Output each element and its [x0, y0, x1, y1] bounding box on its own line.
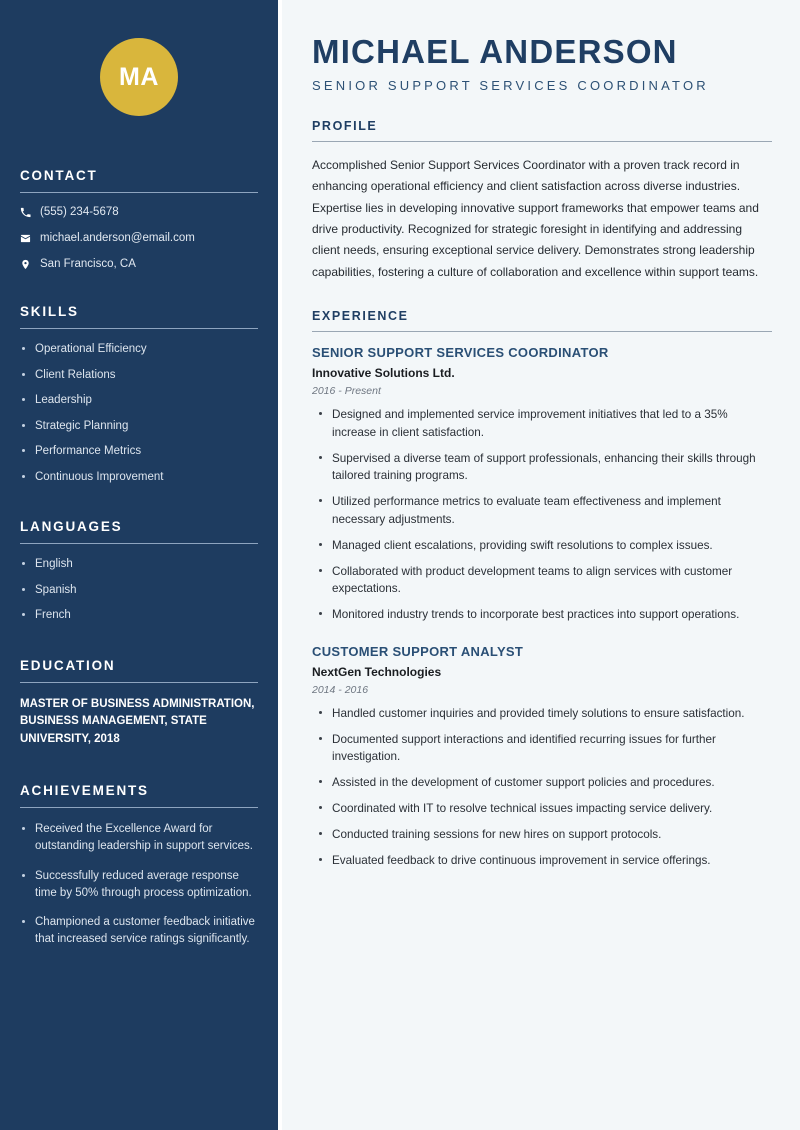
page-title: MICHAEL ANDERSON	[312, 33, 678, 70]
sidebar-divider-contact	[20, 192, 258, 193]
contact-item-location[interactable]	[20, 258, 258, 270]
contact-item-email[interactable]	[20, 232, 258, 244]
list-item: Managed client escalations, providing swift resolutions to complex issues.	[316, 537, 772, 555]
list-item: French	[20, 608, 258, 624]
list-item: Operational Efficiency	[20, 342, 258, 358]
list-item: Championed a customer feedback initiative that increased service ratings significantly.	[20, 914, 258, 949]
sidebar-section-languages	[20, 519, 258, 624]
sidebar-heading-education: EDUCATION	[20, 657, 116, 673]
list-item: Client Relations	[20, 368, 258, 384]
divider-profile	[312, 141, 772, 142]
list-item: Supervised a diverse team of support professionals, enhancing their skills through tailored training programs.	[316, 450, 772, 486]
contact-email-value: michael.anderson@email.com	[40, 232, 195, 244]
experience-entry	[312, 345, 772, 624]
list-item: Spanish	[20, 583, 258, 599]
sidebar-section-education	[20, 658, 258, 749]
experience-dates: 2014 - 2016	[312, 683, 369, 696]
list-item: Designed and implemented service improvement initiatives that led to a 35% increase in client satisfaction.	[316, 406, 772, 442]
experience-bullets	[312, 406, 772, 624]
list-item: Assisted in the development of customer support policies and procedures.	[316, 774, 772, 792]
profile-text: Accomplished Senior Support Services Coordinator with a proven track record in enhancing operational efficiency and client satisfaction across diverse industries. Expertise lies in developing innovative support frameworks that empower teams and drive productivity. Recognized for strategic foresight in identifying and addressing client needs, ensuring exceptional service delivery. Demonstrates strong leadership capabilities, fostering a culture of collaboration and excellence within support teams.	[312, 157, 759, 279]
skills-list	[20, 342, 258, 485]
job-subtitle: SENIOR SUPPORT SERVICES COORDINATOR	[312, 77, 709, 93]
sidebar-section-skills	[20, 304, 258, 485]
list-item: Collaborated with product development teams to align services with customer expectations.	[316, 563, 772, 599]
sidebar-divider-languages	[20, 543, 258, 544]
sidebar-heading-skills: SKILLS	[20, 304, 79, 319]
list-item: Handled customer inquiries and provided timely solutions to ensure satisfaction.	[316, 705, 772, 723]
avatar-initials: MA	[119, 62, 159, 91]
contact-location-value: San Francisco, CA	[40, 258, 136, 270]
list-item: Documented support interactions and identified recurring issues for further investigation.	[316, 731, 772, 767]
list-item: Received the Excellence Award for outstanding leadership in support services.	[20, 821, 258, 856]
main-content	[278, 0, 800, 1130]
list-item: Evaluated feedback to drive continuous improvement in service offerings.	[316, 852, 772, 870]
sidebar-divider-skills	[20, 328, 258, 329]
education-entry: MASTER OF BUSINESS ADMINISTRATION, BUSINESS MANAGEMENT, STATE UNIVERSITY, 2018	[20, 697, 255, 746]
experience-bullets	[312, 705, 772, 869]
list-item: Continuous Improvement	[20, 470, 258, 486]
sidebar-section-achievements	[20, 783, 258, 949]
list-item: Strategic Planning	[20, 419, 258, 435]
languages-list	[20, 557, 258, 624]
contact-item-phone[interactable]	[20, 206, 258, 218]
envelope-icon	[20, 233, 40, 244]
sidebar-divider-education	[20, 682, 258, 683]
list-item: Successfully reduced average response time by 50% through process optimization.	[20, 868, 258, 903]
section-profile	[312, 119, 772, 283]
experience-company: Innovative Solutions Ltd.	[312, 366, 455, 381]
map-pin-icon	[20, 259, 40, 270]
list-item: Utilized performance metrics to evaluate team effectiveness and implement necessary adjustments.	[316, 493, 772, 529]
heading-experience: EXPERIENCE	[312, 309, 409, 324]
achievements-list	[20, 821, 258, 949]
divider-experience	[312, 331, 772, 332]
heading-profile: PROFILE	[312, 118, 378, 133]
section-experience	[312, 309, 772, 869]
experience-title: CUSTOMER SUPPORT ANALYST	[312, 643, 524, 659]
list-item: Coordinated with IT to resolve technical issues impacting service delivery.	[316, 800, 772, 818]
list-item: Leadership	[20, 393, 258, 409]
avatar-container	[20, 0, 258, 126]
sidebar-heading-languages: LANGUAGES	[20, 519, 123, 535]
sidebar-divider-achievements	[20, 807, 258, 808]
phone-icon	[20, 207, 40, 218]
avatar	[100, 38, 178, 116]
experience-title: SENIOR SUPPORT SERVICES COORDINATOR	[312, 345, 609, 361]
list-item: English	[20, 557, 258, 573]
sidebar	[0, 0, 278, 1130]
list-item: Performance Metrics	[20, 444, 258, 460]
list-item: Conducted training sessions for new hires on support protocols.	[316, 826, 772, 844]
sidebar-section-contact	[20, 168, 258, 270]
experience-entry	[312, 644, 772, 869]
sidebar-heading-achievements: ACHIEVEMENTS	[20, 783, 149, 799]
contact-phone-value: (555) 234-5678	[40, 206, 119, 218]
sidebar-heading-contact: CONTACT	[20, 168, 98, 183]
experience-company: NextGen Technologies	[312, 664, 442, 679]
experience-dates: 2016 - Present	[312, 385, 381, 398]
list-item: Monitored industry trends to incorporate best practices into support operations.	[316, 606, 772, 624]
